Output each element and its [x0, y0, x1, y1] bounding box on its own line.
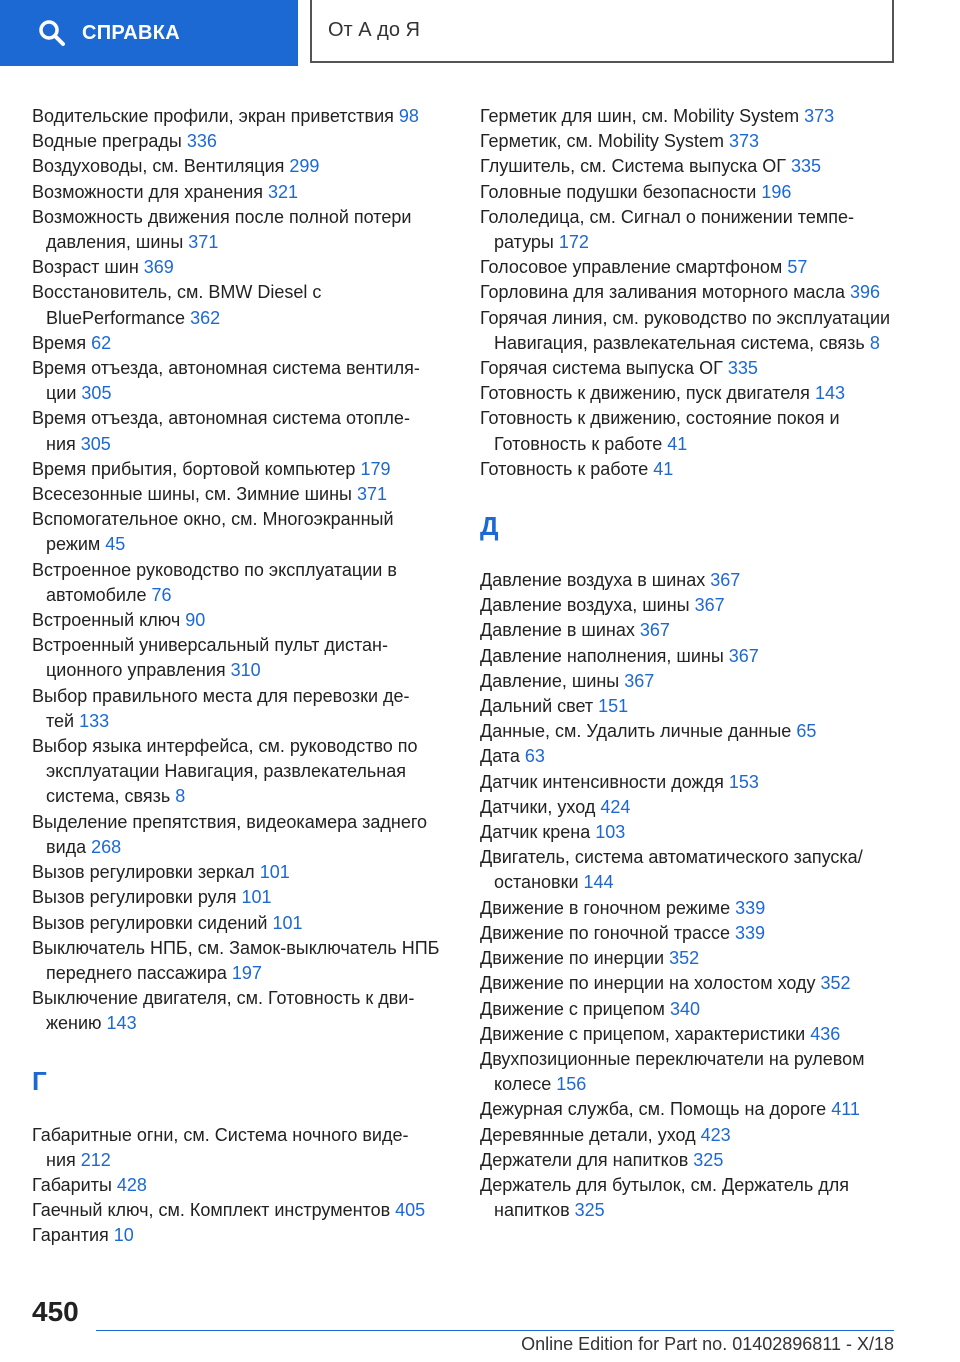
index-entry	[32, 1223, 452, 1248]
index-entry-text: Герметик, см. Mobility System	[480, 131, 724, 152]
index-entry-text: Водительские профили, экран приветствия	[32, 106, 394, 126]
index-entry	[32, 734, 452, 810]
index-entry	[480, 1047, 900, 1097]
index-page-link[interactable]: 362	[190, 307, 221, 328]
index-page-link[interactable]: 90	[185, 610, 206, 631]
index-entry-text: Время отъезда, автономная система отопления	[32, 408, 410, 454]
index-entry-text: Габариты	[32, 1174, 112, 1195]
index-page-link[interactable]: 41	[667, 433, 688, 454]
index-entry	[480, 593, 900, 618]
index-page-link[interactable]: 212	[80, 1149, 111, 1170]
index-entry-text: Вызов регулировки руля	[32, 887, 237, 908]
index-entry-text: Дежурная служба, см. Помощь на дороге	[480, 1099, 827, 1120]
index-column-right	[480, 104, 900, 1223]
tab-a-to-z[interactable]	[310, 0, 894, 63]
index-entry	[480, 820, 900, 845]
index-entry	[480, 669, 900, 694]
index-page-link[interactable]: 310	[230, 660, 261, 681]
index-page-link[interactable]: 371	[356, 484, 388, 505]
footer-edition-text: Online Edition for Part no. 01402896811 - X/18	[521, 1334, 894, 1354]
index-page-link[interactable]: 76	[151, 584, 172, 605]
index-page-link[interactable]: 299	[289, 156, 320, 177]
index-entry	[480, 356, 900, 381]
search-icon	[38, 19, 66, 47]
index-entry-text: Выбор правильного места для перевозки детей	[32, 685, 410, 731]
index-entry	[480, 180, 900, 205]
index-page-link[interactable]: 10	[113, 1225, 134, 1246]
tab-a-to-z-label: От А до Я	[328, 19, 420, 41]
index-page-link[interactable]: 133	[79, 710, 110, 731]
index-entry	[480, 896, 900, 921]
index-entry-text: Воздуховоды, см. Вентиляция	[32, 156, 285, 177]
index-page-link[interactable]: 424	[600, 796, 631, 817]
index-entry-text: Движение с прицепом, характеристики	[480, 1023, 806, 1044]
index-entry-text: Голосовое управление смартфоном	[480, 257, 783, 278]
index-entry-text: Дальний свет	[480, 696, 594, 717]
index-entry-text: Данные, см. Удалить личные данные	[480, 721, 792, 742]
index-page-link[interactable]: 144	[583, 872, 614, 893]
index-entry-text: Держатель для бутылок, см. Держатель для напитков	[480, 1174, 849, 1221]
tab-help-label: СПРАВКА	[82, 21, 181, 44]
index-page-link[interactable]: 98	[398, 106, 419, 126]
index-entry-text: Водные преграды	[32, 131, 182, 152]
index-entry-text: Встроенный ключ	[32, 610, 181, 631]
index-entry	[32, 457, 452, 482]
index-entry	[32, 406, 452, 456]
index-entry	[32, 684, 452, 734]
index-page-link[interactable]: 156	[556, 1074, 587, 1095]
index-entry-text: Гарантия	[32, 1225, 109, 1246]
index-page-link[interactable]: 367	[728, 645, 759, 666]
index-entry	[480, 255, 900, 280]
index-page-link[interactable]: 405	[395, 1200, 426, 1221]
index-entry-text: Встроенный универсальный пульт дистанционного управления	[32, 635, 388, 681]
index-page-link[interactable]: 339	[735, 897, 766, 918]
index-entry	[480, 104, 900, 129]
index-page-link[interactable]: 65	[796, 721, 817, 742]
index-entry	[480, 770, 900, 795]
index-entry-text: Движение с прицепом	[480, 998, 665, 1019]
index-entry	[480, 129, 900, 154]
index-page-link[interactable]: 436	[810, 1023, 841, 1044]
index-entry-text: Держатели для напитков	[480, 1149, 689, 1170]
index-entry-text: Деревянные детали, уход	[480, 1124, 696, 1145]
index-entry-text: Датчик крена	[480, 822, 591, 843]
index-page-link[interactable]: 153	[728, 771, 759, 792]
index-entry-text: Глушитель, см. Система выпуска ОГ	[480, 156, 787, 177]
index-entry-text: Возможность движения после полной потери давления, шины	[32, 206, 412, 253]
index-entry	[480, 644, 900, 669]
index-entry	[480, 1097, 900, 1122]
index-entry	[32, 810, 452, 860]
index-entry	[480, 618, 900, 643]
index-page-link[interactable]: 197	[231, 962, 262, 983]
index-page-link[interactable]: 411	[831, 1099, 860, 1120]
index-entry	[32, 936, 452, 986]
index-entry	[32, 911, 452, 936]
index-entry-text: Давление воздуха в шинах	[480, 570, 706, 591]
index-entry	[32, 356, 452, 406]
index-page-link[interactable]: 143	[814, 383, 845, 404]
index-entry-text: Вызов регулировки сидений	[32, 912, 268, 933]
tab-help[interactable]	[0, 0, 298, 66]
index-entry	[32, 482, 452, 507]
index-entry	[32, 608, 452, 633]
index-entry	[32, 1173, 452, 1198]
index-entry	[32, 331, 452, 356]
index-entry	[32, 986, 452, 1036]
index-entry-text: Горячая линия, см. руководство по эксплуатации Навигация, развлекательная система, связь	[480, 307, 891, 353]
index-entry-text: Движение по инерции	[480, 948, 665, 969]
index-page-link[interactable]: 8	[869, 332, 880, 353]
page-number: 450	[32, 1296, 79, 1327]
index-entry	[480, 381, 900, 406]
index-page-link[interactable]: 325	[574, 1200, 605, 1221]
index-page-link[interactable]: 101	[259, 862, 290, 883]
index-entry	[32, 885, 452, 910]
header	[0, 0, 960, 68]
index-entry-text: Встроенное руководство по эксплуатации в автомобиле	[32, 559, 397, 605]
index-entry-text: Движение по инерции на холостом ходу	[480, 973, 816, 994]
index-entry	[32, 633, 452, 683]
index-page-link[interactable]: 196	[761, 181, 792, 202]
index-page-link[interactable]: 172	[558, 232, 589, 253]
index-column-left	[32, 104, 452, 1249]
index-page-link[interactable]: 352	[669, 948, 700, 969]
index-entry	[480, 457, 900, 482]
index-entry-text: Двигатель, система автоматического запуска/ остановки	[480, 847, 863, 893]
index-entry-text: Гололедица, см. Сигнал о понижении температуры	[480, 206, 854, 253]
section-letter: Г	[32, 1065, 47, 1096]
index-page-link[interactable]: 336	[186, 131, 217, 152]
index-entry	[480, 971, 900, 996]
index-entry	[480, 306, 900, 356]
index-entry-text: Давление, шины	[480, 670, 620, 691]
index-entry-text: Датчик интенсивности дождя	[480, 771, 724, 792]
index-page-link[interactable]: 367	[624, 670, 655, 691]
index-entry	[32, 1198, 452, 1223]
index-entry	[480, 154, 900, 179]
index-page-link[interactable]: 325	[693, 1149, 724, 1170]
index-entry-text: Вспомогательное окно, см. Многоэкранный режим	[32, 509, 394, 555]
index-page-link[interactable]: 396	[850, 282, 881, 303]
index-page-link[interactable]: 367	[639, 620, 670, 641]
index-page-link[interactable]: 268	[91, 836, 122, 857]
index-entry	[480, 921, 900, 946]
index-entry	[480, 205, 900, 255]
index-page-link[interactable]: 57	[787, 257, 808, 278]
index-entry-text: Выключатель НПБ, см. Замок-выключатель НПБ переднего пассажира	[32, 937, 440, 983]
index-entry-text: Готовность к движению, состояние покоя и Готовность к работе	[480, 408, 840, 454]
index-entry	[32, 1123, 452, 1173]
index-entry-text: Выделение препятствия, видеокамера заднего вида	[32, 811, 428, 857]
index-entry	[480, 406, 900, 456]
index-page-link[interactable]: 321	[268, 181, 299, 202]
index-page-link[interactable]: 423	[700, 1124, 731, 1145]
index-entry	[480, 997, 900, 1022]
index-page-link[interactable]: 369	[143, 257, 174, 278]
index-entry-text: Готовность к движению, пуск двигателя	[480, 383, 810, 404]
index-page-link[interactable]: 335	[727, 358, 758, 379]
section-letter: Д	[480, 511, 499, 542]
index-entry	[480, 719, 900, 744]
index-entry	[480, 845, 900, 895]
index-entry-text: Выключение двигателя, см. Готовность к движению	[32, 988, 415, 1034]
index-entry	[32, 860, 452, 885]
index-page-link[interactable]: 352	[820, 973, 851, 994]
index-entry-text: Готовность к работе	[480, 458, 649, 479]
index-page-link[interactable]: 45	[105, 534, 126, 555]
index-page-link[interactable]: 101	[241, 887, 272, 908]
index-entry-text: Время отъезда, автономная система вентиляции	[32, 358, 420, 404]
index-page-link[interactable]: 103	[595, 822, 626, 843]
index-entry-text: Давление воздуха, шины	[480, 595, 690, 616]
index-page-link[interactable]: 367	[694, 595, 725, 616]
index-page-link[interactable]: 63	[524, 746, 545, 767]
index-entry	[32, 129, 452, 154]
index-entry-text: Гаечный ключ, см. Комплект инструментов	[32, 1200, 391, 1221]
index-entry-text: Возраст шин	[32, 257, 139, 278]
index-entry-text: Возможности для хранения	[32, 181, 264, 202]
index-entry-text: Датчики, уход	[480, 796, 596, 817]
index-entry	[480, 280, 900, 305]
index-entry	[480, 568, 900, 593]
index-entry-text: Время	[32, 332, 87, 353]
index-entry-text: Горловина для заливания моторного масла	[480, 282, 846, 303]
index-entry-text: Всесезонные шины, см. Зимние шины	[32, 484, 352, 505]
footer-divider	[96, 1330, 894, 1331]
index-entry	[480, 1148, 900, 1173]
index-page-link[interactable]: 339	[735, 922, 766, 943]
index-entry	[480, 946, 900, 971]
index-entry	[480, 744, 900, 769]
index-page-link[interactable]: 179	[360, 458, 391, 479]
index-entry-text: Головные подушки безопасности	[480, 181, 757, 202]
index-page-link[interactable]: 373	[728, 131, 759, 152]
index-entry	[32, 507, 452, 557]
index-page-link[interactable]: 151	[598, 696, 629, 717]
index-entry-text: Восстановитель, см. BMW Diesel с BluePerformance	[32, 282, 322, 328]
index-entry-text: Дата	[480, 746, 520, 767]
index-entry-text: Давление в шинах	[480, 620, 635, 641]
index-page-link[interactable]: 62	[91, 332, 112, 353]
index-page-link[interactable]: 305	[81, 383, 112, 404]
index-entry	[32, 558, 452, 608]
index-entry-text: Вызов регулировки зеркал	[32, 862, 255, 883]
index-page-link[interactable]: 373	[804, 106, 835, 126]
index-entry	[32, 104, 452, 129]
index-entry	[32, 154, 452, 179]
index-entry-text: Герметик для шин, см. Mobility System	[480, 106, 800, 126]
index-page-link[interactable]: 101	[272, 912, 303, 933]
index-entry	[480, 1123, 900, 1148]
index-entry-text: Горячая система выпуска ОГ	[480, 358, 723, 379]
index-entry	[480, 1173, 900, 1223]
index-entry	[480, 1022, 900, 1047]
index-entry-text: Движение в гоночном режиме	[480, 897, 731, 918]
index-entry-text: Двухпозиционные переключатели на рулевом колесе	[480, 1048, 865, 1095]
index-entry	[32, 280, 452, 330]
index-page-link[interactable]: 371	[188, 232, 219, 253]
index-entry	[32, 205, 452, 255]
index-entry-text: Движение по гоночной трассе	[480, 922, 731, 943]
index-entry	[480, 694, 900, 719]
index-page-link[interactable]: 41	[653, 458, 674, 479]
index-page-link[interactable]: 428	[116, 1174, 147, 1195]
index-entry	[32, 255, 452, 280]
index-page-link[interactable]: 340	[669, 998, 700, 1019]
index-entry-text: Габаритные огни, см. Система ночного видения	[32, 1124, 409, 1170]
index-page-link[interactable]: 335	[791, 156, 822, 177]
index-entry	[32, 180, 452, 205]
index-entry-text: Выбор языка интерфейса, см. руководство по эксплуатации Навигация, развлекательная система, связь	[32, 736, 418, 807]
index-entry	[480, 795, 900, 820]
index-page-link[interactable]: 143	[106, 1013, 137, 1034]
index-entry-text: Давление наполнения, шины	[480, 645, 724, 666]
index-page-link[interactable]: 8	[175, 786, 186, 807]
index-page-link[interactable]: 367	[710, 570, 741, 591]
index-page-link[interactable]: 305	[80, 433, 111, 454]
index-entry-text: Время прибытия, бортовой компьютер	[32, 458, 356, 479]
